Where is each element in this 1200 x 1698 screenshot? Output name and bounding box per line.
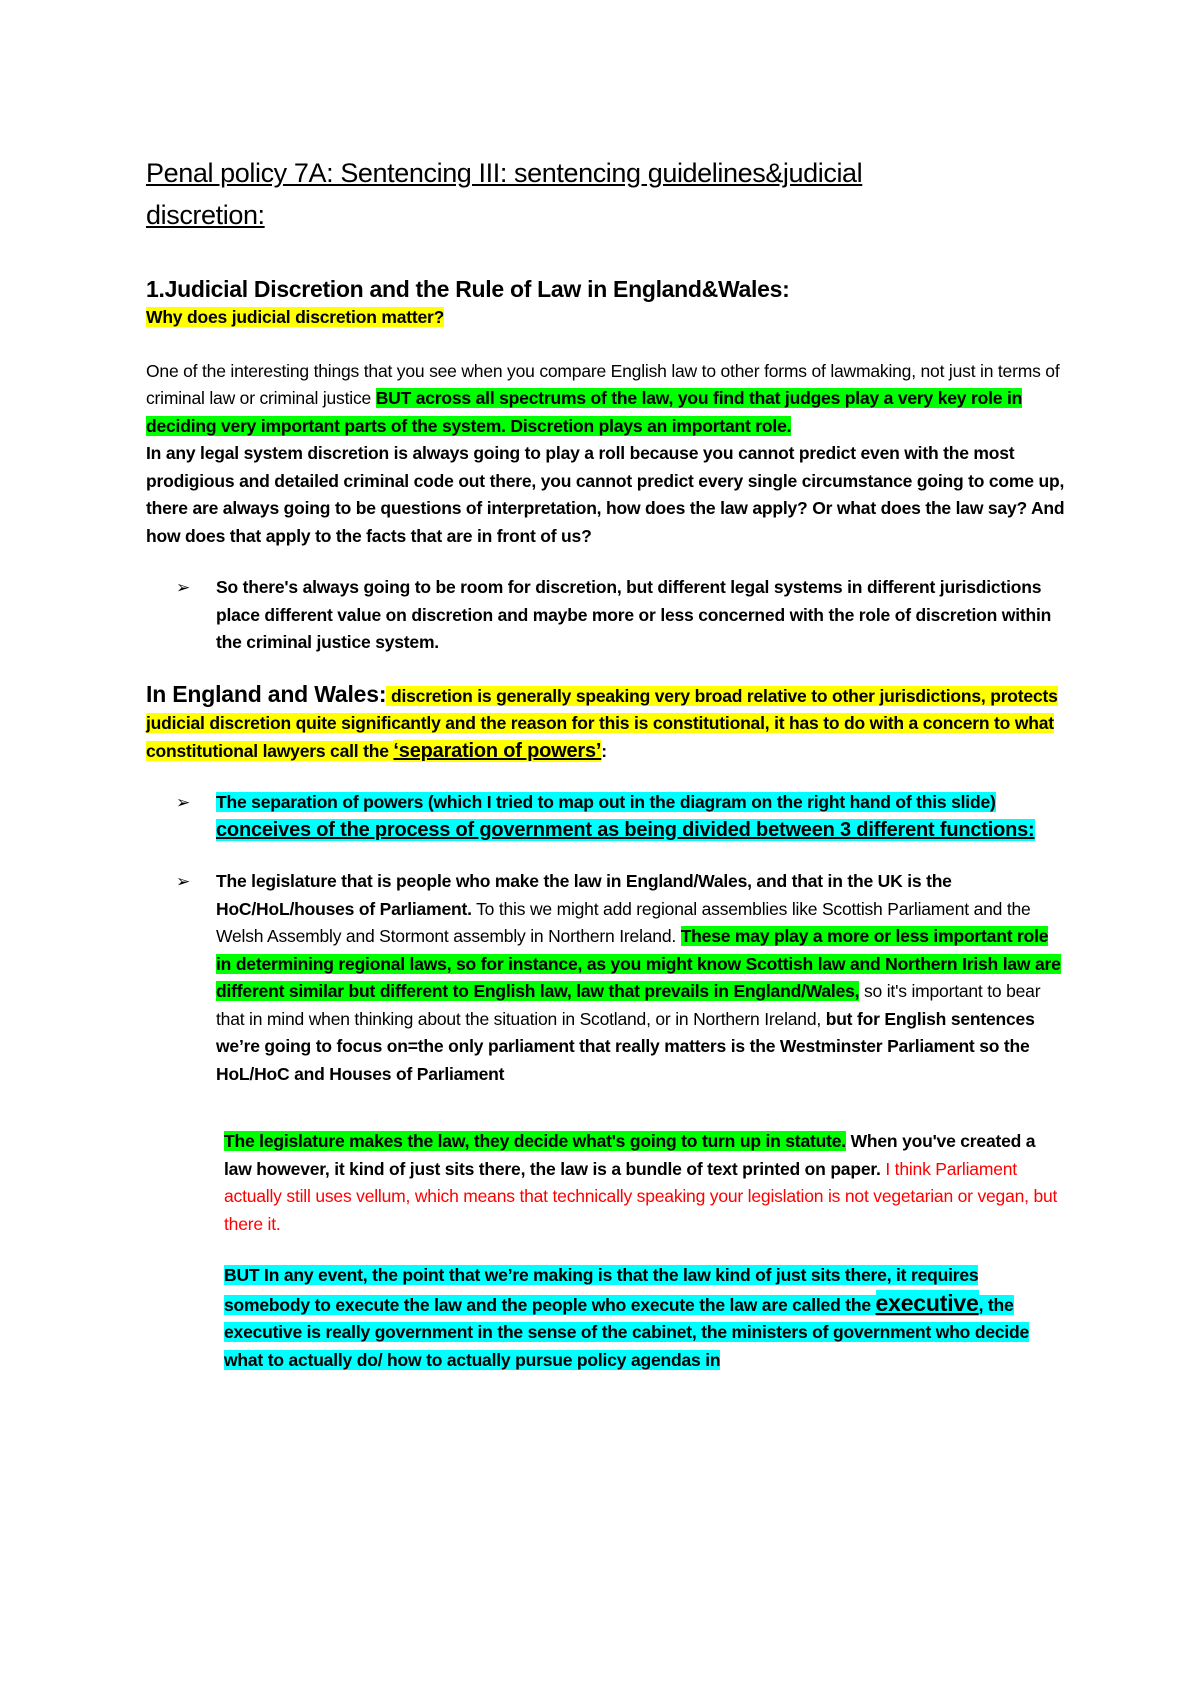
section-heading: 1.Judicial Discretion and the Rule of Law in England&Wales: [146,276,790,302]
england-wales-highlight: discretion is generally speaking very broad relative to other jurisdictions, protects judicial discretion quite significantly and the reason for this is constitutional, it has to do with a concern to what constitutional lawyers call the [146,685,1058,761]
question-text: Why does judicial discretion matter? [146,307,445,327]
paragraph-3 [146,1128,1066,1238]
bullet-3-highlight: These may play a more or less important role in determining regional laws, so for instance, as you might know Scottish law and Northern Irish law are different similar but different to English law, law that prevails in England/Wales, [216,926,1061,1001]
paragraph-1-plain: One of the interesting things that you see when you compare English law to other forms of lawmaking, not just in terms of criminal law or criminal justice [146,360,1060,408]
bullet-3-plain-2: so it's important to bear that in mind when thinking about the situation in Scotland, or in Northern Ireland, [216,981,1041,1029]
bullet-3-bold-2: but for English sentences we’re going to focus on=the only parliament that really matters is the Westminster Parliament so the HoL/HoC and Houses of Parliament [216,1008,1035,1084]
bullet-arrow-icon: ➢ [176,578,191,597]
bullet-3-bold: The legislature that is people who make the law in England/Wales, and that in the UK is the HoC/HoL/houses of Parliament. [216,871,952,919]
paragraph-4-highlight-2: , the executive is really government in the sense of the cabinet, the ministers of government who decide what to actually do/ how to actually pursue policy agendas in [224,1294,1030,1370]
executive-term: executive [875,1289,979,1316]
paragraph-4-highlight: BUT In any event, the point that we’re making is that the law kind of just sits there, it requires somebody to execute the law and the people who execute the law are called the [224,1265,979,1315]
bullet-item-1 [146,574,1066,657]
bullet-2-emphasis: conceives of the process of government as being divided between 3 different functions: [216,818,1035,841]
document-body [146,152,1066,1374]
paragraph-1-highlight: BUT across all spectrums of the law, you find that judges play a very key role in deciding very important parts of the system. Discretion plays an important role. [146,388,1023,436]
bullet-3-plain: To this we might add regional assemblies like Scottish Parliament and the Welsh Assembly and Stormont assembly in Northern Ireland. [216,898,1031,946]
paragraph-3-bold: When you've created a law however, it kind of just sits there, the law is a bundle of text printed on paper. [224,1131,1036,1179]
paragraph-3-red: I think Parliament actually still uses vellum, which means that technically speaking your legislation is not vegetarian or vegan, but there it. [224,1158,1058,1234]
england-wales-paragraph [146,681,1066,766]
bullet-item-3 [146,868,1066,1088]
paragraph-4 [146,1262,1066,1374]
page-title [146,152,1066,236]
paragraph-3-highlight: The legislature makes the law, they decide what's going to turn up in statute. [224,1131,846,1151]
bullet-3-text [216,868,1066,1088]
paragraph-1 [146,358,1066,441]
title-line-2: discretion: [146,200,265,230]
bullet-item-2 [146,789,1066,844]
separation-of-powers-term: ‘separation of powers’ [393,739,602,762]
bullet-arrow-icon: ➢ [176,872,191,891]
england-wales-lead: In England and Wales: [146,680,387,707]
england-wales-end: : [601,740,607,761]
bullet-arrow-icon: ➢ [176,793,191,812]
bullet-1-text: So there's always going to be room for discretion, but different legal systems in different jurisdictions place different value on discretion and maybe more or less concerned with the role of discretion within the criminal justice system. [216,577,1052,652]
title-line-1: Penal policy 7A: Sentencing III: sentencing guidelines&judicial [146,158,863,188]
bullet-2-highlight: The separation of powers (which I tried to map out in the diagram on the right hand of this slide) [216,792,996,812]
paragraph-2: In any legal system discretion is always going to play a roll because you cannot predict even with the most prodigious and detailed criminal code out there, you cannot predict every single circumstance going to come up, there are always going to be questions of interpretation, how does the law apply? Or what does the law say? And how does that apply to the facts that are in front of us? [146,443,1065,546]
question-line [146,304,1066,332]
bullet-2-text [216,789,1066,844]
